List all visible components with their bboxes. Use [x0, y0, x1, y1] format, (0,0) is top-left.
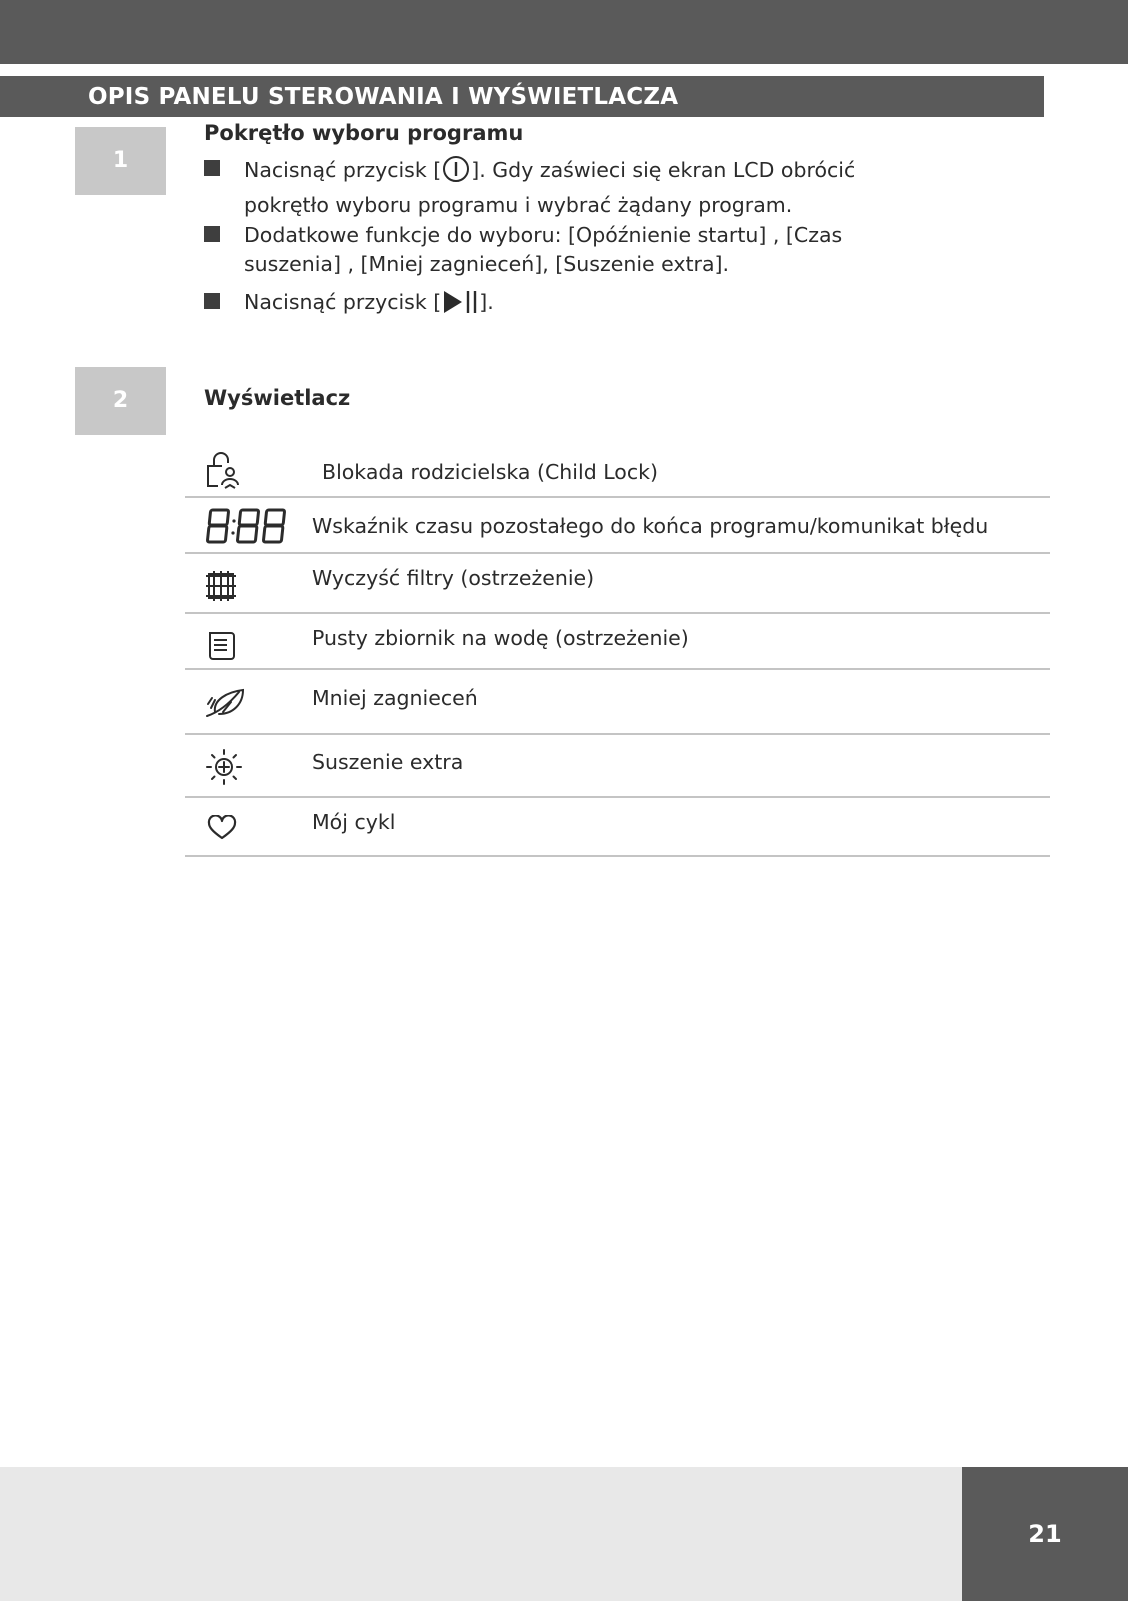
bullet-square-icon [204, 293, 220, 309]
display-row-label: Mniej zagnieceń [312, 686, 478, 710]
bullet-item [204, 221, 944, 279]
row-divider [185, 496, 1050, 498]
water-tank-icon [207, 630, 237, 666]
power-icon [442, 155, 470, 191]
bullet-square-icon [204, 226, 220, 242]
section-number-2: 2 [75, 367, 166, 435]
display-row-label: Mój cykl [312, 810, 396, 834]
child-lock-icon [205, 450, 243, 494]
row-divider [185, 733, 1050, 735]
section-number-1: 1 [75, 127, 166, 195]
heart-icon [207, 815, 237, 845]
display-row-label: Pusty zbiornik na wodę (ostrzeżenie) [312, 626, 689, 650]
page-title: OPIS PANELU STEROWANIA I WYŚWIETLACZA [0, 76, 1044, 117]
bullet-square-icon [204, 160, 220, 176]
play-pause-icon [442, 289, 478, 323]
row-divider [185, 855, 1050, 857]
filter-grid-icon [205, 570, 237, 606]
section-heading-program-knob: Pokrętło wyboru programu [204, 121, 524, 145]
feather-icon [205, 686, 247, 724]
row-divider [185, 552, 1050, 554]
bullet-text-after: ]. [479, 290, 494, 314]
sun-extra-dry-icon [205, 748, 243, 790]
section-heading-display: Wyświetlacz [204, 386, 351, 410]
bullet-text-after: ]. Gdy zaświeci się ekran LCD obrócić pokrętło wyboru programu i wybrać żądany program. [244, 158, 856, 217]
display-row-label: Wyczyść filtry (ostrzeżenie) [312, 566, 595, 590]
top-header-band [0, 0, 1128, 64]
row-divider [185, 796, 1050, 798]
seven-segment-display-icon [205, 507, 287, 549]
row-divider [185, 612, 1050, 614]
page-number: 21 [962, 1467, 1128, 1601]
row-divider [185, 668, 1050, 670]
bullet-text-before: Nacisnąć przycisk [ [244, 158, 442, 182]
bullet-text: Dodatkowe funkcje do wyboru: [Opóźnienie startu] , [Czas suszenia] , [Mniej zagnieceń], [Suszenie extra]. [244, 223, 843, 276]
display-row-label: Wskaźnik czasu pozostałego do końca programu/komunikat błędu [312, 514, 989, 538]
footer-band [0, 1467, 962, 1601]
bullet-item [204, 288, 944, 323]
bullet-item [204, 155, 944, 220]
bullet-text-before: Nacisnąć przycisk [ [244, 290, 442, 314]
display-row-label: Blokada rodzicielska (Child Lock) [322, 460, 658, 484]
display-row-label: Suszenie extra [312, 750, 464, 774]
